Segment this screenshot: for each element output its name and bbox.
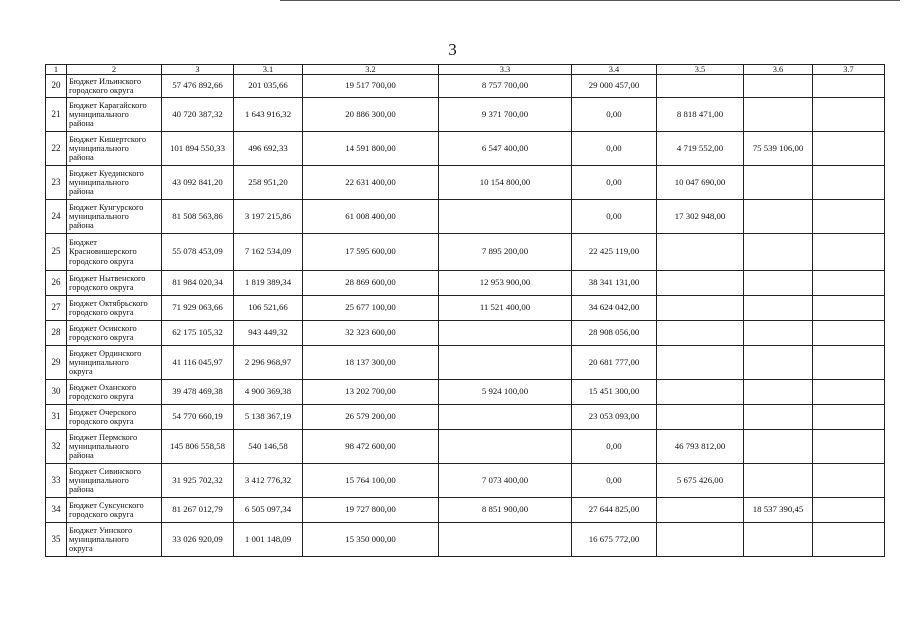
value-cell-v31: 7 162 534,09 — [234, 234, 303, 271]
budget-name-line: муниципального — [69, 211, 129, 221]
budget-name-line: Бюджет Очерского — [69, 407, 137, 417]
value-cell-v37 — [813, 200, 885, 234]
header-cell: 3.7 — [813, 65, 885, 75]
budget-name-line: Бюджет Уинского — [69, 525, 133, 535]
value-cell-v33: 5 924 100,00 — [439, 380, 572, 405]
value-cell-v35: 8 818 471,00 — [657, 98, 744, 132]
value-cell-v36 — [744, 234, 813, 271]
value-cell-v36: 75 539 106,00 — [744, 132, 813, 166]
value-cell-v35: 17 302 948,00 — [657, 200, 744, 234]
value-cell-v36: 18 537 390,45 — [744, 498, 813, 523]
value-cell-v36 — [744, 271, 813, 296]
budget-name-cell — [67, 132, 162, 166]
budget-name-cell — [67, 346, 162, 380]
budget-name-cell — [67, 430, 162, 464]
value-cell-v32: 26 579 200,00 — [303, 405, 439, 430]
value-cell-v32: 19 727 800,00 — [303, 498, 439, 523]
value-cell-v35: 10 047 690,00 — [657, 166, 744, 200]
budget-name-line: Бюджет Осинского — [69, 323, 137, 333]
value-cell-v33 — [439, 523, 572, 557]
value-cell-v35 — [657, 296, 744, 321]
value-cell-v33 — [439, 321, 572, 346]
value-cell-v37 — [813, 498, 885, 523]
header-cell: 3.1 — [234, 65, 303, 75]
value-cell-v32: 19 517 700,00 — [303, 75, 439, 98]
budget-name-line: Бюджет Оханского — [69, 382, 137, 392]
value-cell-v32: 61 008 400,00 — [303, 200, 439, 234]
value-cell-v37 — [813, 405, 885, 430]
value-cell-v32: 25 677 100,00 — [303, 296, 439, 321]
value-cell-v31: 3 412 776,32 — [234, 464, 303, 498]
value-cell-v36 — [744, 464, 813, 498]
value-cell-v3: 43 092 841,20 — [162, 166, 234, 200]
value-cell-v33: 7 073 400,00 — [439, 464, 572, 498]
value-cell-v35 — [657, 234, 744, 271]
value-cell-v3: 81 984 020,34 — [162, 271, 234, 296]
value-cell-v31: 1 643 916,32 — [234, 98, 303, 132]
value-cell-v3: 145 806 558,58 — [162, 430, 234, 464]
value-cell-v36 — [744, 523, 813, 557]
value-cell-v37 — [813, 296, 885, 321]
row-number-cell: 28 — [46, 321, 67, 346]
table-row — [46, 75, 885, 98]
table-row — [46, 405, 885, 430]
value-cell-v32: 22 631 400,00 — [303, 166, 439, 200]
page-number: 3 — [448, 40, 457, 59]
table-row — [46, 321, 885, 346]
row-number-cell: 27 — [46, 296, 67, 321]
budget-name-line: Красновишерского — [69, 247, 137, 257]
value-cell-v3: 31 925 702,32 — [162, 464, 234, 498]
value-cell-v34: 0,00 — [572, 464, 657, 498]
value-cell-v31: 201 035,66 — [234, 75, 303, 98]
value-cell-v37 — [813, 346, 885, 380]
value-cell-v31: 5 138 367,19 — [234, 405, 303, 430]
value-cell-v3: 54 770 660,19 — [162, 405, 234, 430]
budget-name-cell — [67, 464, 162, 498]
table-row — [46, 430, 885, 464]
budget-name-line: городского округа — [69, 417, 134, 426]
value-cell-v34: 0,00 — [572, 132, 657, 166]
value-cell-v33 — [439, 430, 572, 464]
value-cell-v37 — [813, 98, 885, 132]
value-cell-v31: 4 900 369,38 — [234, 380, 303, 405]
value-cell-v35 — [657, 321, 744, 346]
budget-name-line: Бюджет Кунгурского — [69, 202, 144, 212]
value-cell-v33: 10 154 800,00 — [439, 166, 572, 200]
table-row — [46, 98, 885, 132]
row-number-cell: 35 — [46, 523, 67, 557]
value-cell-v34: 20 681 777,00 — [572, 346, 657, 380]
budget-name-line: Бюджет — [69, 238, 97, 248]
value-cell-v31: 1 819 389,34 — [234, 271, 303, 296]
budget-name-line: муниципального — [69, 177, 129, 187]
value-cell-v3: 81 267 012,79 — [162, 498, 234, 523]
value-cell-v35 — [657, 498, 744, 523]
budget-name-line: муниципального — [69, 143, 129, 153]
value-cell-v33: 6 547 400,00 — [439, 132, 572, 166]
value-cell-v35 — [657, 75, 744, 98]
header-cell: 3.2 — [303, 65, 439, 75]
value-cell-v31: 1 001 148,09 — [234, 523, 303, 557]
budget-name-line: Бюджет Суксунского — [69, 500, 144, 510]
value-cell-v37 — [813, 132, 885, 166]
table-row — [46, 380, 885, 405]
row-number-cell: 31 — [46, 405, 67, 430]
budget-name-line: городского округа — [69, 392, 134, 401]
budget-name-line: района — [69, 221, 94, 231]
table-row — [46, 498, 885, 523]
table-row — [46, 166, 885, 200]
value-cell-v36 — [744, 200, 813, 234]
value-cell-v31: 3 197 215,86 — [234, 200, 303, 234]
value-cell-v32: 18 137 300,00 — [303, 346, 439, 380]
value-cell-v31: 258 951,20 — [234, 166, 303, 200]
value-cell-v34: 0,00 — [572, 430, 657, 464]
row-number-cell: 33 — [46, 464, 67, 498]
budget-name-line: Бюджет Кишертского — [69, 134, 147, 144]
value-cell-v34: 34 624 042,00 — [572, 296, 657, 321]
budget-name-cell — [67, 98, 162, 132]
value-cell-v3: 55 078 453,09 — [162, 234, 234, 271]
value-cell-v33 — [439, 405, 572, 430]
value-cell-v32: 15 764 100,00 — [303, 464, 439, 498]
budget-name-cell — [67, 234, 162, 271]
budget-name-cell — [67, 321, 162, 346]
table-row — [46, 523, 885, 557]
value-cell-v36 — [744, 346, 813, 380]
table-row — [46, 234, 885, 271]
budget-name-cell — [67, 498, 162, 523]
value-cell-v35 — [657, 523, 744, 557]
value-cell-v3: 41 116 045,97 — [162, 346, 234, 380]
value-cell-v32: 28 869 600,00 — [303, 271, 439, 296]
value-cell-v37 — [813, 321, 885, 346]
value-cell-v33: 12 953 900,00 — [439, 271, 572, 296]
row-number-cell: 30 — [46, 380, 67, 405]
top-rule — [280, 0, 900, 1]
value-cell-v33: 8 757 700,00 — [439, 75, 572, 98]
value-cell-v3: 57 476 892,66 — [162, 75, 234, 98]
value-cell-v36 — [744, 321, 813, 346]
value-cell-v35 — [657, 405, 744, 430]
value-cell-v32: 17 595 600,00 — [303, 234, 439, 271]
header-cell: 3 — [162, 65, 234, 75]
value-cell-v3: 40 720 387,32 — [162, 98, 234, 132]
header-cell: 1 — [46, 65, 67, 75]
budget-name-line: Бюджет Пермского — [69, 432, 138, 442]
value-cell-v36 — [744, 98, 813, 132]
value-cell-v35 — [657, 346, 744, 380]
value-cell-v34: 16 675 772,00 — [572, 523, 657, 557]
value-cell-v37 — [813, 380, 885, 405]
header-cell: 3.3 — [439, 65, 572, 75]
budget-name-line: района — [69, 485, 94, 495]
value-cell-v37 — [813, 523, 885, 557]
value-cell-v34: 0,00 — [572, 98, 657, 132]
row-number-cell: 34 — [46, 498, 67, 523]
header-cell: 3.5 — [657, 65, 744, 75]
value-cell-v32: 15 350 000,00 — [303, 523, 439, 557]
value-cell-v33: 9 371 700,00 — [439, 98, 572, 132]
table-row — [46, 132, 885, 166]
value-cell-v31: 6 505 097,34 — [234, 498, 303, 523]
budget-name-cell — [67, 380, 162, 405]
value-cell-v32: 20 886 300,00 — [303, 98, 439, 132]
row-number-cell: 22 — [46, 132, 67, 166]
value-cell-v34: 23 053 093,00 — [572, 405, 657, 430]
row-number-cell: 24 — [46, 200, 67, 234]
value-cell-v36 — [744, 75, 813, 98]
budget-name-line: района — [69, 451, 94, 461]
budget-name-cell — [67, 523, 162, 557]
value-cell-v31: 943 449,32 — [234, 321, 303, 346]
value-cell-v37 — [813, 166, 885, 200]
table-row — [46, 464, 885, 498]
value-cell-v36 — [744, 430, 813, 464]
value-cell-v36 — [744, 296, 813, 321]
value-cell-v35 — [657, 271, 744, 296]
budget-name-line: городского округа — [69, 283, 134, 292]
value-cell-v33: 11 521 400,00 — [439, 296, 572, 321]
table-row — [46, 346, 885, 380]
value-cell-v3: 62 175 105,32 — [162, 321, 234, 346]
budget-name-line: района — [69, 119, 94, 129]
budget-name-line: муниципального — [69, 357, 129, 367]
table-header-row — [46, 65, 885, 75]
budget-name-line: Бюджет Сивинского — [69, 466, 141, 476]
header-cell: 3.6 — [744, 65, 813, 75]
value-cell-v34: 15 451 300,00 — [572, 380, 657, 405]
value-cell-v33: 7 895 200,00 — [439, 234, 572, 271]
row-number-cell: 29 — [46, 346, 67, 380]
value-cell-v31: 106 521,66 — [234, 296, 303, 321]
row-number-cell: 20 — [46, 75, 67, 98]
value-cell-v37 — [813, 234, 885, 271]
budget-name-line: Бюджет Октябрьского — [69, 298, 148, 308]
value-cell-v33 — [439, 200, 572, 234]
row-number-cell: 26 — [46, 271, 67, 296]
budget-name-cell — [67, 405, 162, 430]
value-cell-v3: 71 929 063,66 — [162, 296, 234, 321]
value-cell-v34: 29 000 457,00 — [572, 75, 657, 98]
row-number-cell: 23 — [46, 166, 67, 200]
value-cell-v3: 101 894 550,33 — [162, 132, 234, 166]
table-row — [46, 271, 885, 296]
value-cell-v34: 0,00 — [572, 166, 657, 200]
value-cell-v3: 81 508 563,86 — [162, 200, 234, 234]
value-cell-v32: 32 323 600,00 — [303, 321, 439, 346]
budget-table — [45, 64, 885, 557]
value-cell-v3: 39 478 469,38 — [162, 380, 234, 405]
budget-name-cell — [67, 200, 162, 234]
row-number-cell: 25 — [46, 234, 67, 271]
budget-name-line: городского округа — [69, 510, 134, 519]
table-row — [46, 296, 885, 321]
value-cell-v36 — [744, 380, 813, 405]
value-cell-v35: 4 719 552,00 — [657, 132, 744, 166]
value-cell-v37 — [813, 271, 885, 296]
budget-name-line: Бюджет Нытвенского — [69, 273, 146, 283]
value-cell-v31: 540 146,58 — [234, 430, 303, 464]
budget-name-cell — [67, 271, 162, 296]
value-cell-v34: 27 644 825,00 — [572, 498, 657, 523]
value-cell-v36 — [744, 166, 813, 200]
value-cell-v31: 496 692,33 — [234, 132, 303, 166]
budget-name-line: муниципального — [69, 534, 129, 544]
value-cell-v31: 2 296 968,97 — [234, 346, 303, 380]
value-cell-v33 — [439, 346, 572, 380]
table-row — [46, 200, 885, 234]
budget-name-line: муниципального — [69, 475, 129, 485]
budget-name-cell — [67, 296, 162, 321]
budget-name-line: района — [69, 187, 94, 197]
budget-name-line: муниципального — [69, 441, 129, 451]
budget-name-line: округа — [69, 367, 93, 377]
budget-name-line: городского округа — [69, 308, 134, 317]
value-cell-v35 — [657, 380, 744, 405]
value-cell-v37 — [813, 430, 885, 464]
value-cell-v32: 13 202 700,00 — [303, 380, 439, 405]
value-cell-v3: 33 026 920,09 — [162, 523, 234, 557]
budget-name-line: округа — [69, 544, 93, 554]
budget-name-line: городского округа — [69, 256, 134, 266]
value-cell-v34: 22 425 119,00 — [572, 234, 657, 271]
value-cell-v33: 8 851 900,00 — [439, 498, 572, 523]
budget-name-line: муниципального — [69, 109, 129, 119]
value-cell-v37 — [813, 75, 885, 98]
budget-name-line: Бюджет Ильинского — [69, 76, 142, 86]
budget-name-line: Бюджет Ординского — [69, 348, 142, 358]
budget-name-cell — [67, 75, 162, 98]
value-cell-v34: 28 908 056,00 — [572, 321, 657, 346]
budget-name-line: Бюджет Куединского — [69, 168, 144, 178]
row-number-cell: 21 — [46, 98, 67, 132]
header-cell: 3.4 — [572, 65, 657, 75]
value-cell-v32: 98 472 600,00 — [303, 430, 439, 464]
budget-name-cell — [67, 166, 162, 200]
row-number-cell: 32 — [46, 430, 67, 464]
value-cell-v35: 5 675 426,00 — [657, 464, 744, 498]
budget-name-line: района — [69, 153, 94, 163]
budget-name-line: Бюджет Карагайского — [69, 100, 147, 110]
value-cell-v34: 0,00 — [572, 200, 657, 234]
value-cell-v35: 46 793 812,00 — [657, 430, 744, 464]
header-cell: 2 — [67, 65, 162, 75]
budget-name-line: городского округа — [69, 333, 134, 342]
value-cell-v37 — [813, 464, 885, 498]
value-cell-v34: 38 341 131,00 — [572, 271, 657, 296]
value-cell-v32: 14 591 800,00 — [303, 132, 439, 166]
budget-name-line: городского округа — [69, 86, 134, 95]
value-cell-v36 — [744, 405, 813, 430]
